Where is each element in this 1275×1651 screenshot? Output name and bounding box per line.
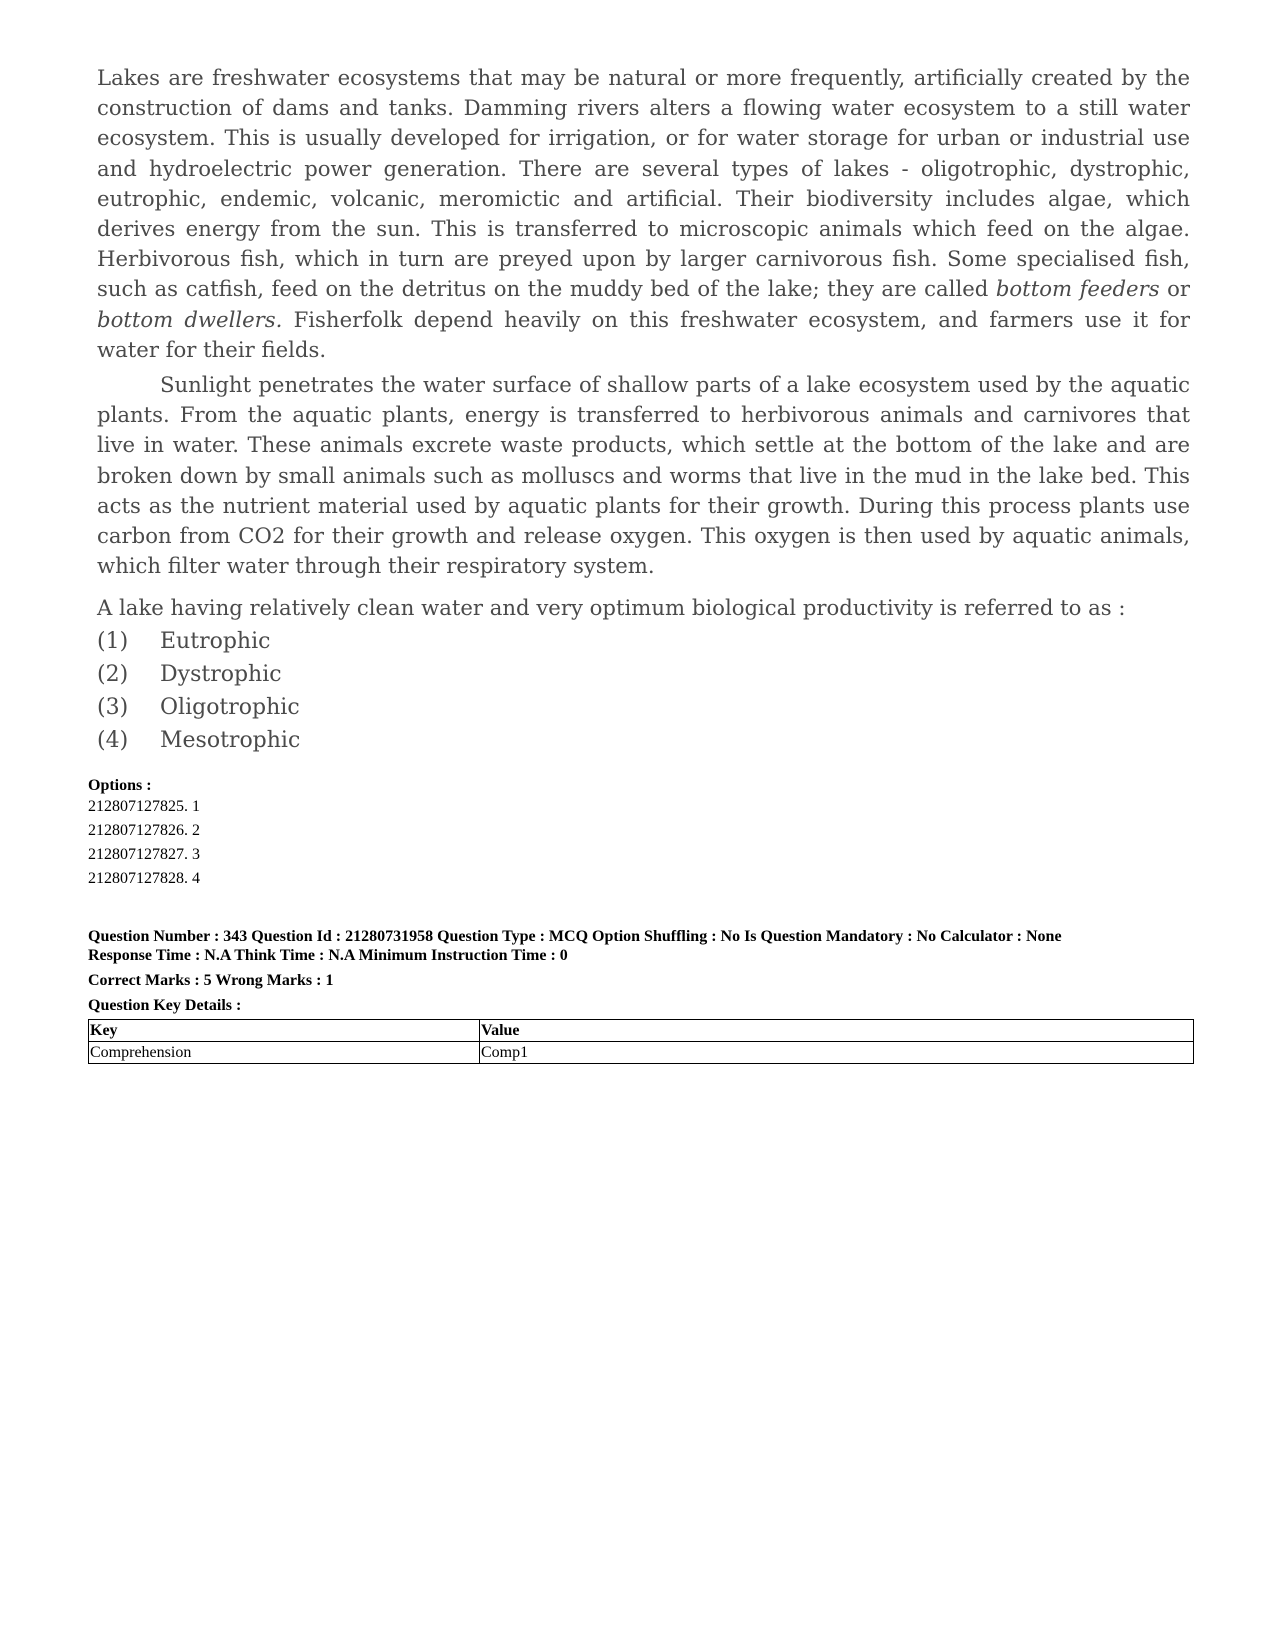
- answer-choice-list: [97, 625, 1190, 757]
- key-details-label: Question Key Details :: [88, 997, 242, 1014]
- choice-text: Oligotrophic: [160, 695, 300, 721]
- question-key-table: [88, 1019, 1194, 1064]
- option-id-line: 212807127825. 1: [88, 798, 200, 815]
- table-header-value: Value: [480, 1020, 1194, 1042]
- paragraph-1-connector: or: [1159, 276, 1191, 302]
- table-header-row: [89, 1020, 1194, 1042]
- comprehension-passage: [97, 63, 1190, 757]
- choice-number: (3): [97, 695, 129, 721]
- answer-choice: [97, 658, 1190, 691]
- answer-choice: [97, 691, 1190, 724]
- choice-number: (2): [97, 662, 129, 688]
- choice-text: Dystrophic: [160, 662, 282, 688]
- option-id-line: 212807127828. 4: [88, 870, 200, 887]
- italic-term-bottom-feeders: bottom feeders: [995, 276, 1160, 302]
- options-block: [88, 776, 1194, 891]
- passage-paragraph-2: Sunlight penetrates the water surface of shallow parts of a lake ecosystem used by the aquatic plants. From the aquatic plants, energy is transferred to herbivorous animals and carnivores that live in water. These animals excrete waste products, which settle at the bottom of the lake and are broken down by small animals such as molluscs and worms that live in the mud in the lake bed. This acts as the nutrient material used by aquatic plants for their growth. During this process plants use carbon from CO2 for their growth and release oxygen. This oxygen is then used by aquatic animals, which filter water through their respiratory system.: [97, 372, 1190, 579]
- options-heading: Options :: [88, 777, 152, 794]
- paragraph-1-text: Lakes are freshwater ecosystems that may be natural or more frequently, artificially created by the construction of dams and tanks. Damming rivers alters a flowing water ecosystem to a still water ecosystem. This is usually developed for irrigation, or for water storage for urban or industrial use and hydroelectric power generation. There are several types of lakes - oligotrophic, dystrophic, eutrophic, endemic, volcanic, meromictic and artificial. Their biodiversity includes algae, which derives energy from the sun. This is transferred to microscopic animals which feed on the algae. Herbivorous fish, which in turn are preyed upon by larger carnivorous fish. Some specialised fish, such as catfish, feed on the detritus on the muddy bed of the lake; they are called: [97, 65, 1190, 302]
- question-info-line-2: Response Time : N.A Think Time : N.A Minimum Instruction Time : 0: [88, 947, 568, 964]
- answer-choice: [97, 724, 1190, 757]
- paragraph-1-ending: Fisherfolk depend heavily on this freshwater ecosystem, and farmers use it for water for their fields.: [97, 306, 1190, 362]
- table-row: [89, 1042, 1194, 1064]
- question-stem: A lake having relatively clean water and very optimum biological productivity is referred to as :: [97, 595, 1126, 621]
- option-id-line: 212807127826. 2: [88, 822, 200, 839]
- table-cell-key: Comprehension: [89, 1042, 480, 1064]
- choice-number: (1): [97, 629, 129, 655]
- question-info-line-1: Question Number : 343 Question Id : 21280731958 Question Type : MCQ Option Shuffling : No Is Question Mandatory : No Calculator : None: [88, 928, 1062, 945]
- option-id-line: 212807127827. 3: [88, 846, 200, 863]
- italic-term-bottom-dwellers: bottom dwellers.: [97, 306, 283, 332]
- table-cell-value: Comp1: [480, 1042, 1194, 1064]
- question-metadata: [88, 776, 1194, 1064]
- passage-paragraph-1: [97, 63, 1190, 365]
- choice-text: Eutrophic: [160, 629, 271, 655]
- table-header-key: Key: [89, 1020, 480, 1042]
- choice-text: Mesotrophic: [160, 728, 301, 754]
- choice-number: (4): [97, 728, 129, 754]
- answer-choice: [97, 625, 1190, 658]
- marks-line: Correct Marks : 5 Wrong Marks : 1: [88, 972, 334, 989]
